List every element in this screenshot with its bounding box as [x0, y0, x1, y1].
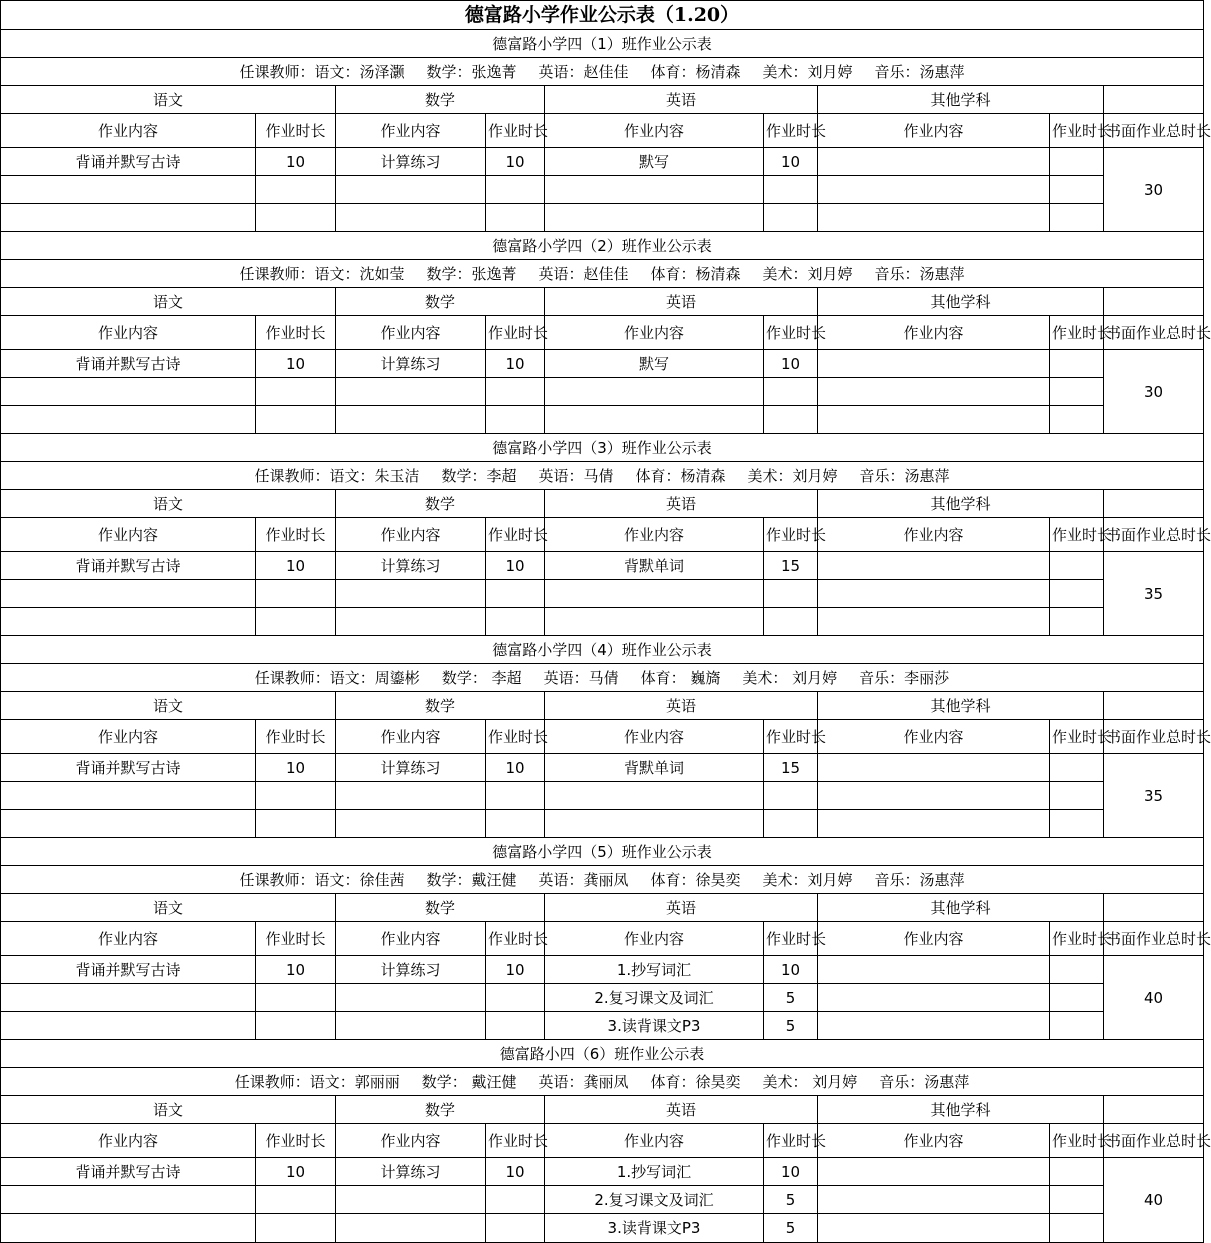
yingyu-duration: 10	[764, 148, 818, 176]
yuwen-content: 背诵并默写古诗	[1, 956, 256, 984]
yuwen-content	[1, 580, 256, 608]
col-header-duration: 作业时长	[256, 720, 336, 754]
col-header-duration: 作业时长	[256, 1124, 336, 1158]
shuxue-content	[336, 810, 486, 838]
other-duration	[1050, 378, 1104, 406]
yingyu-content	[545, 204, 764, 232]
yuwen-duration	[256, 378, 336, 406]
col-header-total: 书面作业总时长	[1104, 1124, 1204, 1158]
yuwen-duration: 10	[256, 148, 336, 176]
shuxue-duration: 10	[486, 350, 545, 378]
other-duration	[1050, 350, 1104, 378]
subject-header-qita: 其他学科	[818, 288, 1104, 316]
subject-header-yingyu: 英语	[545, 490, 818, 518]
other-content	[818, 1186, 1050, 1214]
subject-header-blank	[1104, 692, 1204, 720]
yingyu-duration	[764, 608, 818, 636]
teacher-entry: 音乐：李丽莎	[859, 668, 950, 687]
yingyu-duration: 15	[764, 552, 818, 580]
other-content	[818, 580, 1050, 608]
teacher-list	[1, 1068, 1204, 1096]
other-content	[818, 406, 1050, 434]
subject-header-qita: 其他学科	[818, 692, 1104, 720]
col-header-content: 作业内容	[336, 518, 486, 552]
teacher-entry: 美术：刘月婷	[762, 62, 853, 81]
total-duration: 35	[1104, 552, 1204, 636]
subject-header-blank	[1104, 1096, 1204, 1124]
other-content	[818, 148, 1050, 176]
col-header-duration: 作业时长	[256, 316, 336, 350]
yingyu-content: 2.复习课文及词汇	[545, 1186, 764, 1214]
col-header-content: 作业内容	[545, 316, 764, 350]
other-content	[818, 782, 1050, 810]
class-subtitle: 德富路小学四（1）班作业公示表	[1, 30, 1204, 58]
subject-header-yuwen: 语文	[1, 288, 336, 316]
other-content	[818, 1012, 1050, 1040]
other-duration	[1050, 406, 1104, 434]
shuxue-duration	[486, 204, 545, 232]
yingyu-duration: 15	[764, 754, 818, 782]
other-duration	[1050, 782, 1104, 810]
other-duration	[1050, 148, 1104, 176]
yingyu-content	[545, 782, 764, 810]
subject-header-blank	[1104, 490, 1204, 518]
yingyu-content: 默写	[545, 148, 764, 176]
teacher-entry: 英语：赵佳佳	[538, 62, 629, 81]
shuxue-duration: 10	[486, 754, 545, 782]
other-content	[818, 956, 1050, 984]
yuwen-duration	[256, 176, 336, 204]
yuwen-duration: 10	[256, 552, 336, 580]
shuxue-content	[336, 782, 486, 810]
col-header-content: 作业内容	[336, 316, 486, 350]
yuwen-duration	[256, 984, 336, 1012]
teacher-entry: 体育：杨清森	[635, 466, 726, 485]
shuxue-duration	[486, 580, 545, 608]
yingyu-duration	[764, 810, 818, 838]
teacher-entry: 体育： 巍旖	[640, 668, 721, 687]
col-header-content: 作业内容	[818, 518, 1050, 552]
yingyu-duration: 5	[764, 984, 818, 1012]
col-header-duration: 作业时长	[1050, 114, 1104, 148]
yingyu-duration: 5	[764, 1186, 818, 1214]
shuxue-content	[336, 378, 486, 406]
yuwen-duration	[256, 782, 336, 810]
teacher-entry: 体育：杨清森	[650, 264, 741, 283]
teacher-entry: 体育：徐昊奕	[650, 870, 741, 889]
teacher-entry: 任课教师：语文：汤泽灏	[239, 62, 405, 81]
shuxue-duration	[486, 810, 545, 838]
yuwen-content	[1, 176, 256, 204]
class-subtitle: 德富路小学四（4）班作业公示表	[1, 636, 1204, 664]
yuwen-duration	[256, 1186, 336, 1214]
other-duration	[1050, 1158, 1104, 1186]
teacher-entry: 英语：龚丽凤	[538, 870, 629, 889]
teacher-entry: 任课教师：语文：周鎏彬	[254, 668, 420, 687]
yingyu-duration	[764, 176, 818, 204]
teacher-entry: 美术： 刘月婷	[762, 1072, 858, 1091]
shuxue-content	[336, 984, 486, 1012]
col-header-total: 书面作业总时长	[1104, 922, 1204, 956]
other-duration	[1050, 984, 1104, 1012]
col-header-content: 作业内容	[818, 316, 1050, 350]
col-header-content: 作业内容	[818, 1124, 1050, 1158]
yingyu-duration: 5	[764, 1214, 818, 1243]
shuxue-duration: 10	[486, 1158, 545, 1186]
subject-header-shuxue: 数学	[336, 894, 545, 922]
shuxue-duration	[486, 984, 545, 1012]
col-header-duration: 作业时长	[764, 1124, 818, 1158]
yuwen-duration	[256, 406, 336, 434]
subject-header-yingyu: 英语	[545, 1096, 818, 1124]
teacher-entry: 体育：徐昊奕	[650, 1072, 741, 1091]
col-header-duration: 作业时长	[486, 114, 545, 148]
teacher-entry: 美术：刘月婷	[747, 466, 838, 485]
col-header-duration: 作业时长	[764, 114, 818, 148]
yingyu-duration: 10	[764, 1158, 818, 1186]
shuxue-duration	[486, 378, 545, 406]
total-duration: 30	[1104, 148, 1204, 232]
shuxue-duration	[486, 176, 545, 204]
subject-header-yuwen: 语文	[1, 894, 336, 922]
yuwen-content	[1, 378, 256, 406]
yingyu-content: 1.抄写词汇	[545, 1158, 764, 1186]
other-content	[818, 552, 1050, 580]
yingyu-content: 默写	[545, 350, 764, 378]
class-subtitle: 德富路小学四（5）班作业公示表	[1, 838, 1204, 866]
col-header-content: 作业内容	[1, 1124, 256, 1158]
subject-header-qita: 其他学科	[818, 86, 1104, 114]
yuwen-content	[1, 204, 256, 232]
teacher-list	[1, 866, 1204, 894]
shuxue-content: 计算练习	[336, 956, 486, 984]
yuwen-content	[1, 1214, 256, 1243]
yuwen-content	[1, 1012, 256, 1040]
other-content	[818, 1158, 1050, 1186]
shuxue-content	[336, 1012, 486, 1040]
teacher-list	[1, 664, 1204, 692]
teacher-entry: 数学： 戴汪健	[421, 1072, 517, 1091]
yingyu-content	[545, 608, 764, 636]
shuxue-content: 计算练习	[336, 552, 486, 580]
yuwen-duration	[256, 1214, 336, 1243]
page-title: 德富路小学作业公示表（1.20）	[1, 1, 1204, 30]
col-header-duration: 作业时长	[764, 720, 818, 754]
subject-header-qita: 其他学科	[818, 490, 1104, 518]
other-duration	[1050, 580, 1104, 608]
col-header-total: 书面作业总时长	[1104, 114, 1204, 148]
col-header-content: 作业内容	[1, 114, 256, 148]
subject-header-yuwen: 语文	[1, 490, 336, 518]
subject-header-yingyu: 英语	[545, 86, 818, 114]
teacher-entry: 音乐：汤惠萍	[874, 264, 965, 283]
subject-header-shuxue: 数学	[336, 692, 545, 720]
subject-header-shuxue: 数学	[336, 1096, 545, 1124]
shuxue-duration	[486, 608, 545, 636]
yuwen-content: 背诵并默写古诗	[1, 1158, 256, 1186]
yuwen-content	[1, 608, 256, 636]
class-subtitle: 德富路小学四（2）班作业公示表	[1, 232, 1204, 260]
col-header-total: 书面作业总时长	[1104, 316, 1204, 350]
subject-header-shuxue: 数学	[336, 490, 545, 518]
col-header-content: 作业内容	[818, 114, 1050, 148]
yingyu-duration: 10	[764, 350, 818, 378]
col-header-duration: 作业时长	[1050, 518, 1104, 552]
col-header-duration: 作业时长	[1050, 316, 1104, 350]
col-header-duration: 作业时长	[764, 518, 818, 552]
other-duration	[1050, 204, 1104, 232]
yuwen-duration: 10	[256, 956, 336, 984]
col-header-content: 作业内容	[336, 720, 486, 754]
col-header-content: 作业内容	[545, 114, 764, 148]
teacher-entry: 数学：张逸菁	[426, 264, 517, 283]
col-header-content: 作业内容	[545, 720, 764, 754]
other-content	[818, 984, 1050, 1012]
subject-header-shuxue: 数学	[336, 288, 545, 316]
shuxue-content	[336, 204, 486, 232]
teacher-entry: 任课教师：语文：徐佳茜	[239, 870, 405, 889]
teacher-entry: 音乐：汤惠萍	[874, 870, 965, 889]
col-header-duration: 作业时长	[1050, 720, 1104, 754]
yingyu-duration	[764, 406, 818, 434]
col-header-content: 作业内容	[1, 518, 256, 552]
teacher-list	[1, 58, 1204, 86]
shuxue-content	[336, 580, 486, 608]
teacher-entry: 美术：刘月婷	[762, 870, 853, 889]
total-duration: 40	[1104, 1158, 1204, 1243]
yingyu-content: 2.复习课文及词汇	[545, 984, 764, 1012]
yingyu-content	[545, 378, 764, 406]
subject-header-yuwen: 语文	[1, 692, 336, 720]
subject-header-yuwen: 语文	[1, 1096, 336, 1124]
yingyu-duration	[764, 580, 818, 608]
teacher-entry: 数学：戴汪健	[426, 870, 517, 889]
subject-header-yingyu: 英语	[545, 692, 818, 720]
yingyu-content	[545, 580, 764, 608]
shuxue-content	[336, 1186, 486, 1214]
yuwen-content: 背诵并默写古诗	[1, 552, 256, 580]
col-header-duration: 作业时长	[486, 518, 545, 552]
teacher-entry: 数学： 李超	[441, 668, 522, 687]
col-header-duration: 作业时长	[486, 720, 545, 754]
teacher-entry: 体育：杨清森	[650, 62, 741, 81]
subject-header-yuwen: 语文	[1, 86, 336, 114]
col-header-duration: 作业时长	[256, 922, 336, 956]
class-subtitle: 德富路小四（6）班作业公示表	[1, 1040, 1204, 1068]
other-duration	[1050, 956, 1104, 984]
col-header-duration: 作业时长	[486, 316, 545, 350]
subject-header-blank	[1104, 894, 1204, 922]
shuxue-duration: 10	[486, 956, 545, 984]
subject-header-qita: 其他学科	[818, 1096, 1104, 1124]
teacher-entry: 音乐：汤惠萍	[879, 1072, 970, 1091]
yuwen-content	[1, 1186, 256, 1214]
subject-header-qita: 其他学科	[818, 894, 1104, 922]
col-header-duration: 作业时长	[764, 922, 818, 956]
teacher-entry: 美术：刘月婷	[762, 264, 853, 283]
other-duration	[1050, 754, 1104, 782]
class-subtitle: 德富路小学四（3）班作业公示表	[1, 434, 1204, 462]
col-header-content: 作业内容	[336, 922, 486, 956]
yuwen-duration	[256, 608, 336, 636]
yuwen-content	[1, 406, 256, 434]
yingyu-content	[545, 406, 764, 434]
shuxue-content	[336, 608, 486, 636]
shuxue-duration	[486, 406, 545, 434]
col-header-content: 作业内容	[1, 316, 256, 350]
subject-header-blank	[1104, 288, 1204, 316]
col-header-content: 作业内容	[1, 720, 256, 754]
yuwen-content: 背诵并默写古诗	[1, 754, 256, 782]
teacher-entry: 任课教师：语文：朱玉洁	[254, 466, 420, 485]
yuwen-content	[1, 782, 256, 810]
col-header-total: 书面作业总时长	[1104, 518, 1204, 552]
shuxue-content: 计算练习	[336, 148, 486, 176]
col-header-content: 作业内容	[818, 720, 1050, 754]
other-content	[818, 1214, 1050, 1243]
yingyu-content	[545, 176, 764, 204]
col-header-duration: 作业时长	[1050, 1124, 1104, 1158]
yingyu-content	[545, 810, 764, 838]
other-content	[818, 204, 1050, 232]
shuxue-duration	[486, 1214, 545, 1243]
col-header-content: 作业内容	[545, 922, 764, 956]
shuxue-duration	[486, 1012, 545, 1040]
col-header-duration: 作业时长	[486, 922, 545, 956]
yuwen-duration	[256, 204, 336, 232]
yingyu-content: 3.读背课文P3	[545, 1012, 764, 1040]
shuxue-content: 计算练习	[336, 754, 486, 782]
yuwen-duration: 10	[256, 754, 336, 782]
other-content	[818, 176, 1050, 204]
teacher-entry: 任课教师：语文：沈如莹	[239, 264, 405, 283]
col-header-duration: 作业时长	[256, 114, 336, 148]
yingyu-duration	[764, 782, 818, 810]
teacher-entry: 英语：龚丽凤	[538, 1072, 629, 1091]
total-duration: 40	[1104, 956, 1204, 1040]
yuwen-content	[1, 810, 256, 838]
other-content	[818, 810, 1050, 838]
shuxue-content: 计算练习	[336, 1158, 486, 1186]
teacher-entry: 数学：李超	[441, 466, 517, 485]
teacher-entry: 音乐：汤惠萍	[859, 466, 950, 485]
yuwen-duration	[256, 810, 336, 838]
total-duration: 35	[1104, 754, 1204, 838]
col-header-content: 作业内容	[336, 1124, 486, 1158]
yuwen-duration: 10	[256, 350, 336, 378]
col-header-content: 作业内容	[545, 1124, 764, 1158]
yingyu-content: 3.读背课文P3	[545, 1214, 764, 1243]
teacher-entry: 任课教师：语文：郭丽丽	[234, 1072, 400, 1091]
yuwen-duration: 10	[256, 1158, 336, 1186]
other-duration	[1050, 1012, 1104, 1040]
col-header-duration: 作业时长	[1050, 922, 1104, 956]
teacher-list	[1, 260, 1204, 288]
teacher-entry: 英语：马倩	[543, 668, 619, 687]
yingyu-content: 背默单词	[545, 754, 764, 782]
yuwen-content: 背诵并默写古诗	[1, 350, 256, 378]
col-header-duration: 作业时长	[764, 316, 818, 350]
shuxue-duration	[486, 1186, 545, 1214]
yingyu-duration: 10	[764, 956, 818, 984]
other-duration	[1050, 1214, 1104, 1243]
yingyu-content: 背默单词	[545, 552, 764, 580]
yingyu-duration	[764, 204, 818, 232]
col-header-content: 作业内容	[1, 922, 256, 956]
other-duration	[1050, 810, 1104, 838]
subject-header-yingyu: 英语	[545, 288, 818, 316]
col-header-duration: 作业时长	[486, 1124, 545, 1158]
shuxue-content	[336, 176, 486, 204]
other-content	[818, 608, 1050, 636]
shuxue-duration	[486, 782, 545, 810]
other-content	[818, 754, 1050, 782]
other-duration	[1050, 608, 1104, 636]
shuxue-content: 计算练习	[336, 350, 486, 378]
yuwen-duration	[256, 580, 336, 608]
col-header-total: 书面作业总时长	[1104, 720, 1204, 754]
col-header-content: 作业内容	[545, 518, 764, 552]
yingyu-duration: 5	[764, 1012, 818, 1040]
other-duration	[1050, 1186, 1104, 1214]
teacher-entry: 英语：马倩	[538, 466, 614, 485]
shuxue-duration: 10	[486, 148, 545, 176]
shuxue-content	[336, 1214, 486, 1243]
other-content	[818, 378, 1050, 406]
subject-header-shuxue: 数学	[336, 86, 545, 114]
subject-header-yingyu: 英语	[545, 894, 818, 922]
yingyu-content: 1.抄写词汇	[545, 956, 764, 984]
total-duration: 30	[1104, 350, 1204, 434]
shuxue-content	[336, 406, 486, 434]
teacher-entry: 美术： 刘月婷	[742, 668, 838, 687]
yingyu-duration	[764, 378, 818, 406]
col-header-content: 作业内容	[336, 114, 486, 148]
subject-header-blank	[1104, 86, 1204, 114]
shuxue-duration: 10	[486, 552, 545, 580]
yuwen-duration	[256, 1012, 336, 1040]
teacher-list	[1, 462, 1204, 490]
other-content	[818, 350, 1050, 378]
other-duration	[1050, 176, 1104, 204]
yuwen-content	[1, 984, 256, 1012]
col-header-content: 作业内容	[818, 922, 1050, 956]
other-duration	[1050, 552, 1104, 580]
teacher-entry: 音乐：汤惠萍	[874, 62, 965, 81]
teacher-entry: 数学：张逸菁	[426, 62, 517, 81]
teacher-entry: 英语：赵佳佳	[538, 264, 629, 283]
yuwen-content: 背诵并默写古诗	[1, 148, 256, 176]
col-header-duration: 作业时长	[256, 518, 336, 552]
